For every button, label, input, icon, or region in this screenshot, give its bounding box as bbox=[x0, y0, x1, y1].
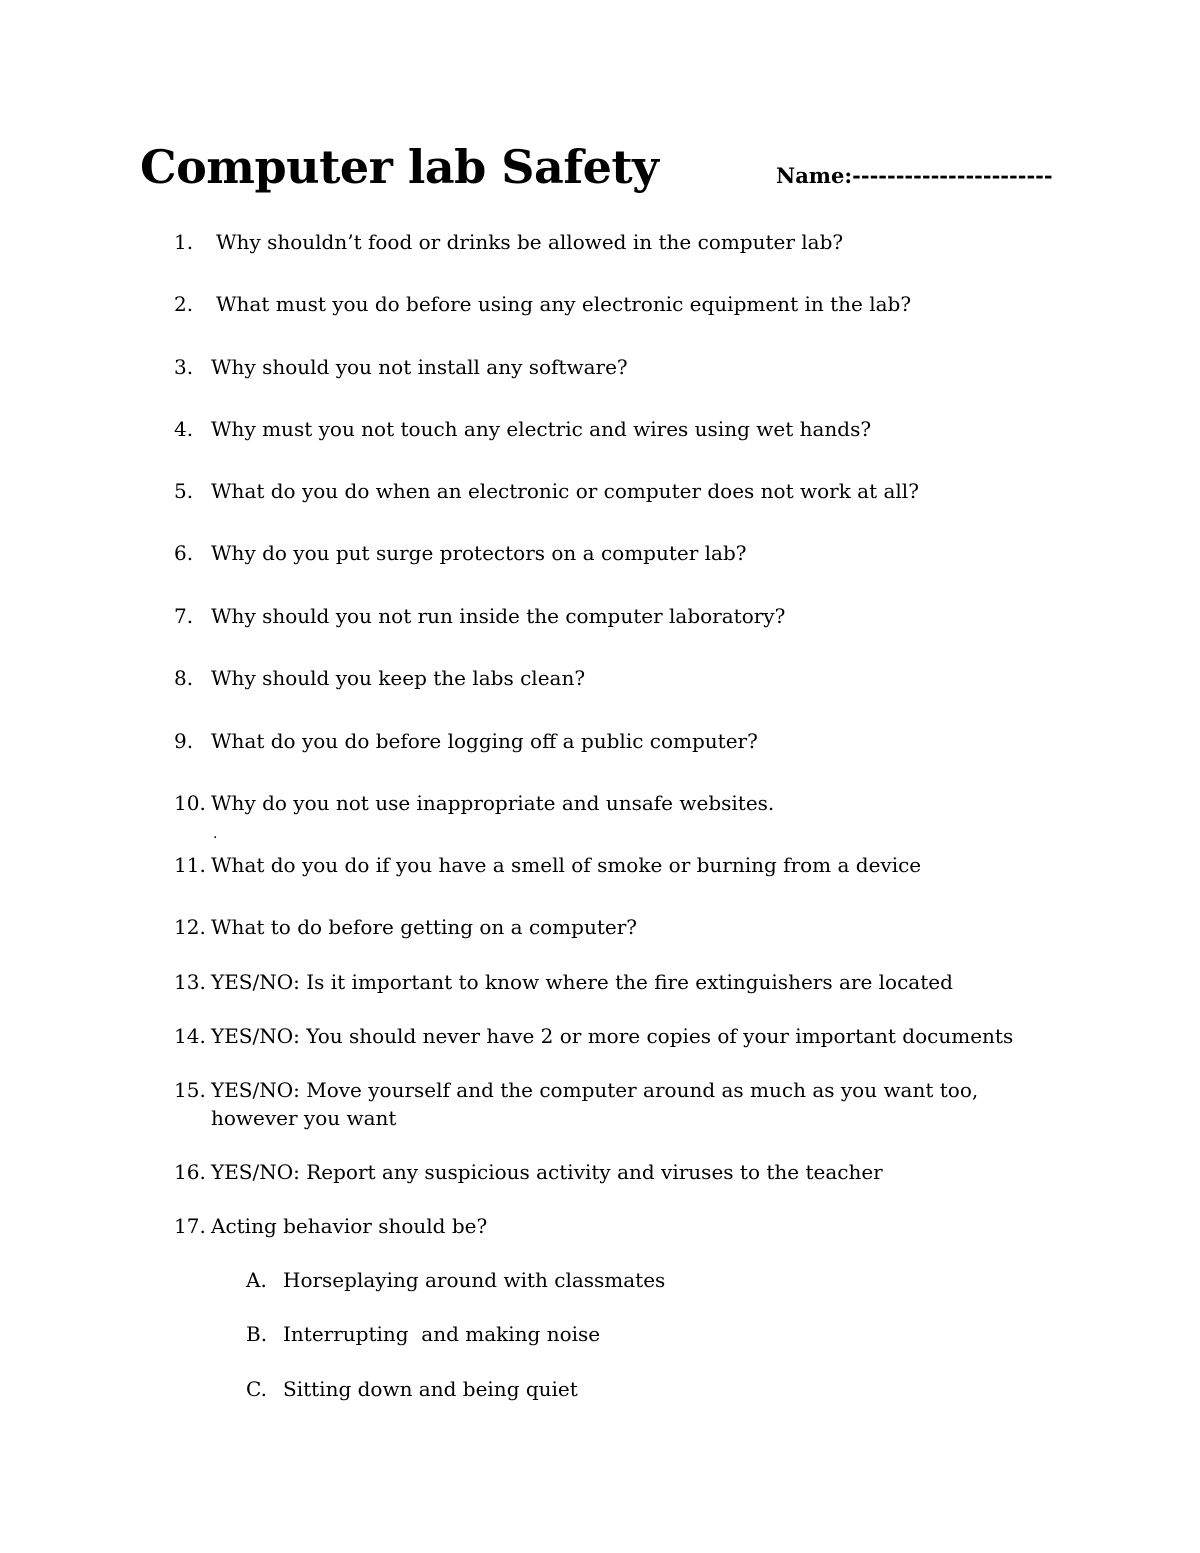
question-text: What do you do when an electronic or computer does not work at all? bbox=[211, 479, 919, 503]
question-item bbox=[174, 290, 911, 318]
question-item bbox=[174, 602, 785, 630]
question-number: 13. bbox=[174, 970, 206, 994]
question-text: YES/NO: You should never have 2 or more copies of your important documents bbox=[211, 1024, 1014, 1048]
question-number: 6. bbox=[174, 541, 194, 565]
question-number: 14. bbox=[174, 1024, 206, 1048]
question-item bbox=[174, 1212, 487, 1240]
option-letter: C. bbox=[246, 1377, 267, 1401]
question-item bbox=[174, 353, 628, 381]
question-item bbox=[174, 415, 871, 443]
question-text: Why should you not run inside the computer laboratory? bbox=[211, 604, 786, 628]
question-item bbox=[174, 789, 774, 817]
answer-option-c bbox=[246, 1375, 578, 1403]
question-item bbox=[174, 1158, 883, 1186]
question-item bbox=[174, 539, 746, 567]
question-text: YES/NO: Report any suspicious activity and viruses to the teacher bbox=[211, 1160, 883, 1184]
name-field-label: Name:----------------------- bbox=[776, 163, 1053, 188]
question-number: 3. bbox=[174, 355, 194, 379]
answer-option-a bbox=[246, 1266, 665, 1294]
question-item bbox=[174, 1022, 1013, 1050]
question-number: 12. bbox=[174, 915, 206, 939]
question-text: Why do you not use inappropriate and unsafe websites. bbox=[211, 791, 775, 815]
question-item bbox=[174, 727, 758, 755]
question-text: Why must you not touch any electric and wires using wet hands? bbox=[211, 417, 872, 441]
question-number: 7. bbox=[174, 604, 194, 628]
question-text: What must you do before using any electronic equipment in the lab? bbox=[216, 292, 912, 316]
question-number: 9. bbox=[174, 729, 194, 753]
option-letter: A. bbox=[246, 1268, 267, 1292]
question-text: YES/NO: Move yourself and the computer around as much as you want too, however you want bbox=[211, 1078, 979, 1130]
question-text: Why should you keep the labs clean? bbox=[211, 666, 586, 690]
question-text: What do you do if you have a smell of smoke or burning from a device bbox=[211, 853, 922, 877]
question-text: YES/NO: Is it important to know where the fire extinguishers are located bbox=[211, 970, 953, 994]
option-text: Horseplaying around with classmates bbox=[283, 1268, 666, 1292]
question-text: Acting behavior should be? bbox=[211, 1214, 488, 1238]
question-item bbox=[174, 228, 843, 256]
question-item bbox=[174, 664, 585, 692]
question-number: 17. bbox=[174, 1214, 206, 1238]
option-text: Sitting down and being quiet bbox=[283, 1377, 578, 1401]
question-number: 15. bbox=[174, 1078, 206, 1102]
stray-period-mark: . bbox=[213, 826, 218, 842]
question-text: What do you do before logging off a public computer? bbox=[211, 729, 758, 753]
question-item bbox=[174, 968, 953, 996]
question-item bbox=[174, 1076, 1041, 1132]
question-number: 2. bbox=[174, 292, 194, 316]
question-text: Why shouldn’t food or drinks be allowed in the computer lab? bbox=[216, 230, 844, 254]
answer-option-b bbox=[246, 1320, 600, 1348]
question-text: Why do you put surge protectors on a computer lab? bbox=[211, 541, 747, 565]
question-number: 10. bbox=[174, 791, 206, 815]
question-text: Why should you not install any software? bbox=[211, 355, 628, 379]
question-number: 1. bbox=[174, 230, 194, 254]
question-number: 5. bbox=[174, 479, 194, 503]
question-number: 11. bbox=[174, 853, 206, 877]
page-title: Computer lab Safety bbox=[140, 140, 659, 194]
question-number: 8. bbox=[174, 666, 194, 690]
question-item bbox=[174, 913, 637, 941]
question-item bbox=[174, 851, 921, 879]
question-text: What to do before getting on a computer? bbox=[211, 915, 637, 939]
option-text: Interrupting and making noise bbox=[283, 1322, 601, 1346]
question-number: 16. bbox=[174, 1160, 206, 1184]
option-letter: B. bbox=[246, 1322, 268, 1346]
question-number: 4. bbox=[174, 417, 194, 441]
question-item bbox=[174, 477, 919, 505]
